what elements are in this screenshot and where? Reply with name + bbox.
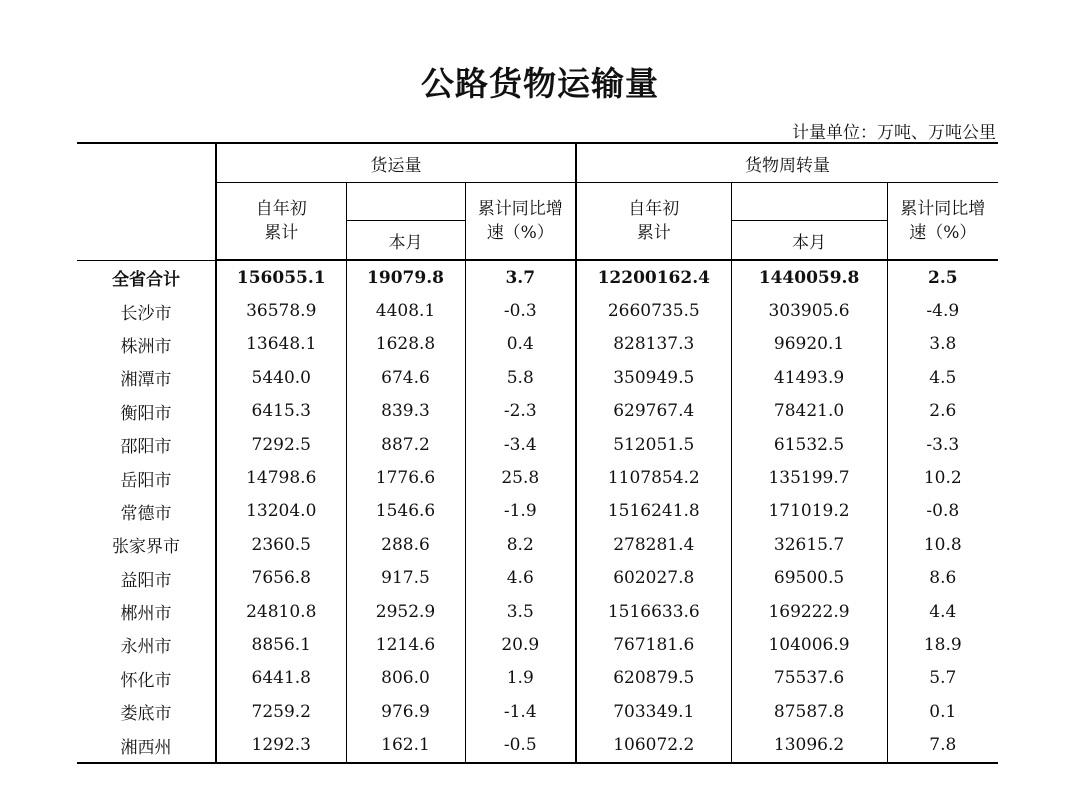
data-cell: -3.3 xyxy=(887,428,998,461)
col-header-ytd-turnover: 自年初 累计 xyxy=(576,183,731,261)
data-cell: 69500.5 xyxy=(731,562,887,595)
data-cell: 1546.6 xyxy=(346,495,465,528)
region-name: 永州市 xyxy=(120,637,172,658)
data-cell: 2.5 xyxy=(887,260,998,294)
region-name: 郴州市 xyxy=(120,604,172,625)
data-cell: 87587.8 xyxy=(731,695,887,728)
data-cell: 12200162.4 xyxy=(576,260,731,294)
data-cell: -3.4 xyxy=(465,428,576,461)
col-header-month-spacer-turnover xyxy=(731,183,887,221)
data-cell: 13204.0 xyxy=(216,495,346,528)
region-name: 湘西州 xyxy=(77,728,216,762)
table-row xyxy=(77,361,998,394)
region-name: 株洲市 xyxy=(120,336,172,357)
data-cell: 4408.1 xyxy=(346,294,465,327)
table-row xyxy=(77,562,998,595)
data-cell: 4.5 xyxy=(887,361,998,394)
data-cell: 8856.1 xyxy=(216,628,346,661)
data-cell: 288.6 xyxy=(346,528,465,561)
table-row xyxy=(77,528,998,561)
data-cell: 32615.7 xyxy=(731,528,887,561)
data-cell: 7292.5 xyxy=(216,428,346,461)
data-cell: 96920.1 xyxy=(731,328,887,361)
data-cell: -4.9 xyxy=(887,294,998,327)
region-header xyxy=(77,143,216,260)
region-name: 娄底市 xyxy=(120,704,172,725)
data-cell: 169222.9 xyxy=(731,595,887,628)
data-cell: 156055.1 xyxy=(216,260,346,294)
data-cell: 3.7 xyxy=(465,260,576,294)
page-title: 公路货物运输量 xyxy=(421,64,659,103)
group-header-freight-turnover: 货物周转量 xyxy=(576,143,998,183)
table-row xyxy=(77,695,998,728)
data-cell: 1516241.8 xyxy=(576,495,731,528)
data-cell: 0.1 xyxy=(887,695,998,728)
data-cell: 6441.8 xyxy=(216,662,346,695)
data-cell: 828137.3 xyxy=(576,328,731,361)
col-header-ytd-volume: 自年初 累计 xyxy=(216,183,346,261)
data-cell: 1628.8 xyxy=(346,328,465,361)
data-cell: 4.4 xyxy=(887,595,998,628)
region-name: 怀化市 xyxy=(120,670,172,691)
data-cell: 2360.5 xyxy=(216,528,346,561)
data-cell: 135199.7 xyxy=(731,461,887,494)
data-cell: 806.0 xyxy=(346,662,465,695)
table-row xyxy=(77,428,998,461)
data-cell: 20.9 xyxy=(465,628,576,661)
data-cell: -0.3 xyxy=(465,294,576,327)
region-name: 湘潭市 xyxy=(120,370,172,391)
data-cell: 1440059.8 xyxy=(731,260,887,294)
data-cell: 10.2 xyxy=(887,461,998,494)
data-cell: 7259.2 xyxy=(216,695,346,728)
table-row xyxy=(77,595,998,628)
data-cell: 18.9 xyxy=(887,628,998,661)
data-cell: 1214.6 xyxy=(346,628,465,661)
data-cell: 104006.9 xyxy=(731,628,887,661)
data-cell: 278281.4 xyxy=(576,528,731,561)
col-header-yoy-turnover: 累计同比增 速（%） xyxy=(887,183,998,261)
region-name: 常德市 xyxy=(120,503,172,524)
data-cell: 171019.2 xyxy=(731,495,887,528)
col-header-month-turnover: 本月 xyxy=(731,221,887,261)
data-cell: 162.1 xyxy=(346,728,465,762)
data-cell: 1292.3 xyxy=(216,728,346,762)
data-cell: 674.6 xyxy=(346,361,465,394)
data-cell: 602027.8 xyxy=(576,562,731,595)
data-cell: 976.9 xyxy=(346,695,465,728)
data-cell: 3.8 xyxy=(887,328,998,361)
data-cell: 1107854.2 xyxy=(576,461,731,494)
unit-note: 计量单位：万吨、万吨公里 xyxy=(792,123,996,143)
data-cell: 2660735.5 xyxy=(576,294,731,327)
data-cell: 61532.5 xyxy=(731,428,887,461)
data-cell: 19079.8 xyxy=(346,260,465,294)
data-cell: 2.6 xyxy=(887,395,998,428)
data-cell: 703349.1 xyxy=(576,695,731,728)
data-cell: 7656.8 xyxy=(216,562,346,595)
table-body xyxy=(77,260,998,763)
data-cell: -2.3 xyxy=(465,395,576,428)
data-cell: 41493.9 xyxy=(731,361,887,394)
region-name: 益阳市 xyxy=(120,570,172,591)
table-row xyxy=(77,461,998,494)
data-cell: 0.4 xyxy=(465,328,576,361)
data-cell: 6415.3 xyxy=(216,395,346,428)
header-row-groups xyxy=(77,143,998,183)
data-cell: 3.5 xyxy=(465,595,576,628)
data-cell: 1776.6 xyxy=(346,461,465,494)
region-name: 衡阳市 xyxy=(120,403,172,424)
table-row xyxy=(77,294,998,327)
group-header-freight-volume: 货运量 xyxy=(216,143,576,183)
freight-table xyxy=(77,142,998,764)
col-header-yoy-volume: 累计同比增 速（%） xyxy=(465,183,576,261)
data-cell: 303905.6 xyxy=(731,294,887,327)
data-cell: 1516633.6 xyxy=(576,595,731,628)
table-row xyxy=(77,495,998,528)
data-cell: 25.8 xyxy=(465,461,576,494)
header-row-sub xyxy=(77,183,998,221)
region-name: 张家界市 xyxy=(112,537,180,558)
data-cell: 13648.1 xyxy=(216,328,346,361)
data-cell: 917.5 xyxy=(346,562,465,595)
table-row xyxy=(77,728,998,762)
data-cell: 106072.2 xyxy=(576,728,731,762)
data-cell: 75537.6 xyxy=(731,662,887,695)
data-cell: 24810.8 xyxy=(216,595,346,628)
data-cell: 10.8 xyxy=(887,528,998,561)
data-cell: 767181.6 xyxy=(576,628,731,661)
data-cell: -1.4 xyxy=(465,695,576,728)
region-name: 邵阳市 xyxy=(120,437,172,458)
region-name: 岳阳市 xyxy=(120,470,172,491)
data-cell: -1.9 xyxy=(465,495,576,528)
table-row xyxy=(77,395,998,428)
data-cell: 1.9 xyxy=(465,662,576,695)
data-cell: 8.6 xyxy=(887,562,998,595)
data-cell: 629767.4 xyxy=(576,395,731,428)
col-header-month-spacer-volume xyxy=(346,183,465,221)
data-cell: -0.8 xyxy=(887,495,998,528)
data-cell: 5.7 xyxy=(887,662,998,695)
table-row xyxy=(77,662,998,695)
table-row xyxy=(77,628,998,661)
data-cell: 5.8 xyxy=(465,361,576,394)
data-cell: 350949.5 xyxy=(576,361,731,394)
data-cell: 620879.5 xyxy=(576,662,731,695)
data-cell: 887.2 xyxy=(346,428,465,461)
data-cell: 36578.9 xyxy=(216,294,346,327)
table-row xyxy=(77,328,998,361)
data-cell: 2952.9 xyxy=(346,595,465,628)
data-cell: 78421.0 xyxy=(731,395,887,428)
table-row xyxy=(77,260,998,294)
data-cell: 7.8 xyxy=(887,728,998,762)
data-cell: 5440.0 xyxy=(216,361,346,394)
data-cell: -0.5 xyxy=(465,728,576,762)
data-cell: 14798.6 xyxy=(216,461,346,494)
data-cell: 4.6 xyxy=(465,562,576,595)
data-cell: 13096.2 xyxy=(731,728,887,762)
data-cell: 839.3 xyxy=(346,395,465,428)
data-cell: 8.2 xyxy=(465,528,576,561)
region-name: 长沙市 xyxy=(120,303,172,324)
data-cell: 512051.5 xyxy=(576,428,731,461)
col-header-month-volume: 本月 xyxy=(346,221,465,261)
region-name: 全省合计 xyxy=(112,269,180,290)
